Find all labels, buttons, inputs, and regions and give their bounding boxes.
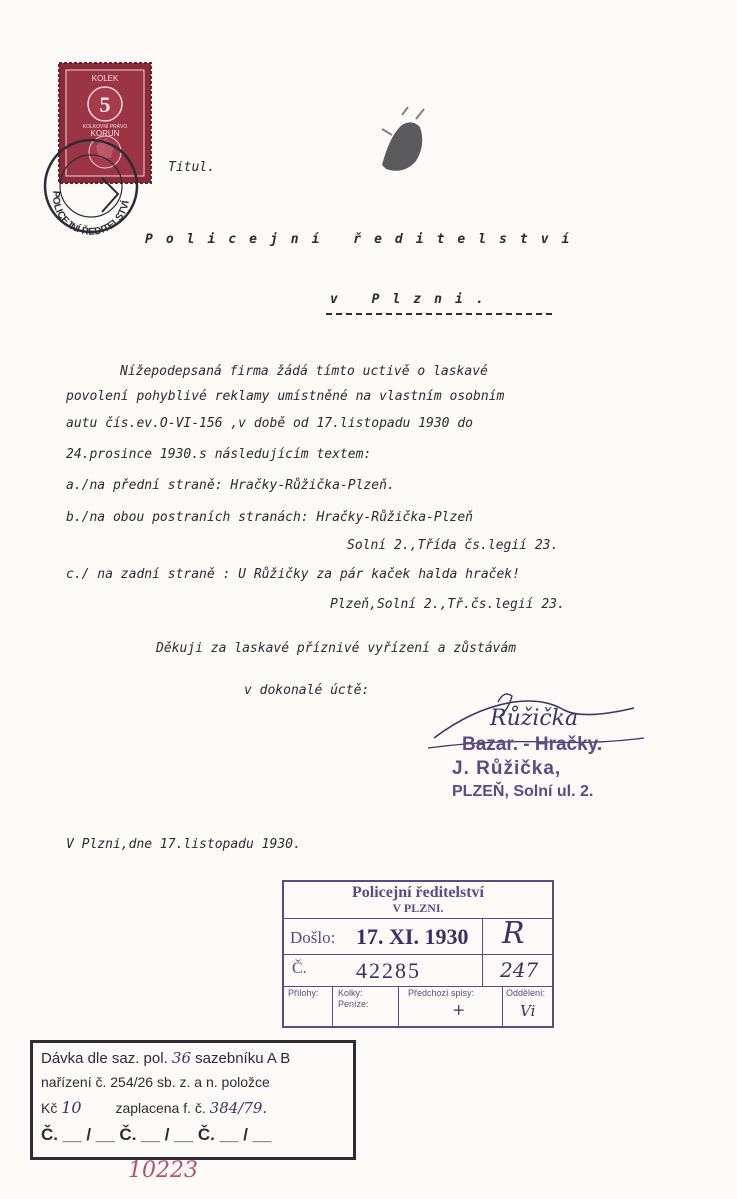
- firm-stamp-line-3: PLZEŇ, Solní ul. 2.: [452, 783, 594, 800]
- body-line-1: Nížepodepsaná firma žádá tímto uctivě o laskavé: [120, 364, 488, 379]
- ink-blot: [372, 105, 442, 180]
- body-line-7: Solní 2.,Třída čs.legií 23.: [347, 538, 559, 553]
- signature: Růžička: [490, 706, 579, 731]
- col-previous-files: Předchozí spisy:: [408, 988, 475, 998]
- salutation: Titul.: [168, 160, 215, 175]
- stamp-value: 5: [99, 92, 111, 117]
- stamp-top-text: KOLEK: [91, 74, 119, 83]
- firm-stamp-line-1: Bazar. - Hračky.: [462, 734, 603, 755]
- body-line-9: Plzeň,Solní 2.,Tř.čs.legií 23.: [330, 597, 565, 612]
- addressee-line-1: Policejní ředitelství: [145, 232, 583, 247]
- addressee-line-2: v Plzni.: [330, 292, 497, 307]
- attachments-number: 247: [500, 958, 539, 982]
- fee-amount: 10: [61, 1098, 82, 1117]
- receipt-title-1: Policejní ředitelství: [352, 884, 484, 901]
- stamp-middle-text: KOLKOVNÍ PRÁVO: [82, 124, 128, 130]
- firm-stamp-line-2: J. Růžička,: [452, 758, 562, 779]
- department-mark: Vi: [520, 1002, 536, 1020]
- fee-line3-a: Kč: [41, 1100, 58, 1116]
- fee-line2: nařízení č. 254/26 sb. z. a n. položce: [41, 1074, 270, 1090]
- col-stamps: Kolky:: [338, 988, 363, 998]
- fee-line3-b: zaplacena f. č.: [115, 1100, 206, 1116]
- stamp-bottom-text: KORUN: [90, 129, 120, 138]
- previous-files-mark: +: [452, 1000, 466, 1019]
- body-line-4: 24.prosince 1930.s následujícím textem:: [66, 447, 372, 462]
- firm-stamp: [452, 734, 652, 801]
- police-postmark: [32, 130, 150, 240]
- body-line-6: b./na obou postraních stranách: Hračky-Růžička-Plzeň: [66, 510, 473, 525]
- fee-line1-b: sazebníku A B: [195, 1050, 291, 1067]
- receipt-title-2: V PLZNI.: [392, 901, 444, 915]
- fee-stamp: [30, 1040, 356, 1160]
- receipt-stamp: [282, 880, 554, 1028]
- fee-receipt-number: 384/79.: [209, 1099, 268, 1117]
- fee-line1-hand: 36: [171, 1049, 191, 1067]
- fee-line1-a: Dávka dle saz. pol.: [41, 1050, 168, 1067]
- body-line-5: a./na přední straně: Hračky-Růžička-Plzeň.: [66, 478, 395, 493]
- col-attachments: Přílohy:: [288, 988, 319, 998]
- body-line-8: c./ na zadní straně : U Růžičky za pár kaček halda hraček!: [66, 567, 520, 582]
- body-line-10: Děkuji za laskavé příznivé vyřízení a zůstávám: [156, 641, 517, 656]
- col-department: Oddělení:: [506, 988, 546, 998]
- postmark-text: POLICEJNÍ ŘEDITELSTVÍ: [49, 190, 132, 238]
- body-line-3: autu čís.ev.O-VI-156 ,v době od 17.listopadu 1930 do: [66, 416, 473, 431]
- receipt-number: 42285: [356, 958, 421, 983]
- received-date: 17. XI. 1930: [356, 924, 469, 949]
- addressee-underline: [326, 313, 552, 315]
- col-money: Peníze:: [338, 999, 369, 1009]
- date-line: V Plzni,dne 17.listopadu 1930.: [66, 837, 301, 852]
- receipt-handwritten-mark: R: [502, 916, 525, 951]
- fee-line4: Č. __ / __ Č. __ / __ Č. __ / __: [41, 1125, 272, 1144]
- number-label: Č.: [292, 960, 307, 977]
- archive-number: 10223: [128, 1158, 198, 1183]
- body-line-11: v dokonalé úctě:: [244, 683, 370, 698]
- body-line-2: povolení pohyblivé reklamy umístněné na vlastním osobním: [66, 389, 505, 404]
- received-label: Došlo:: [290, 928, 336, 947]
